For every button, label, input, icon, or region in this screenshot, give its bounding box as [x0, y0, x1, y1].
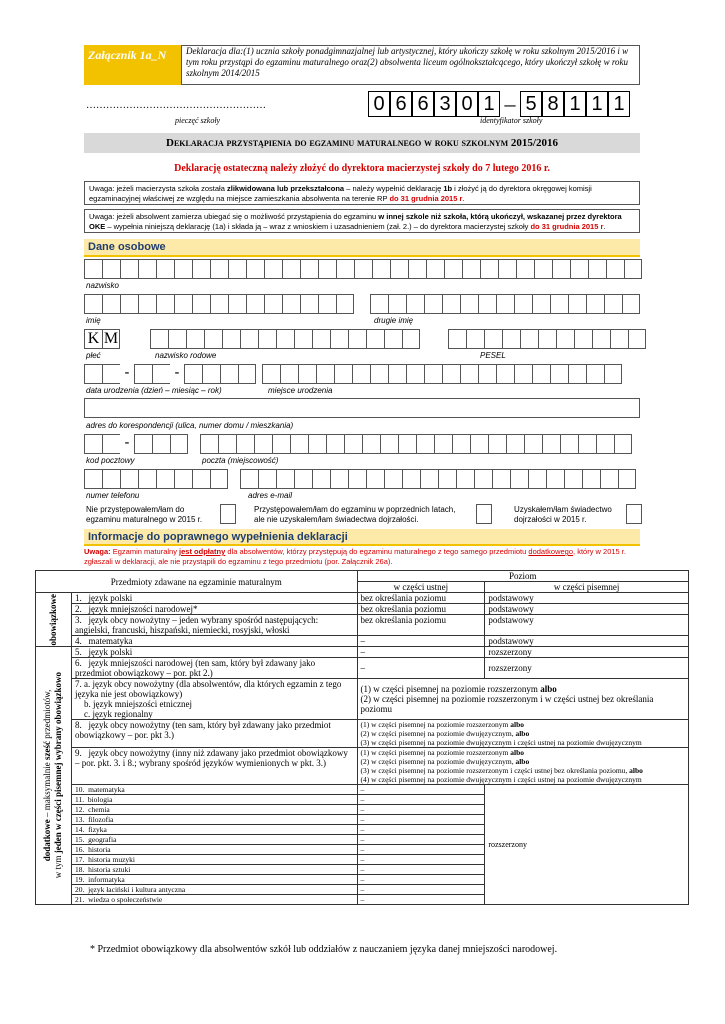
letter-box[interactable]: [138, 259, 156, 279]
letter-box[interactable]: [84, 469, 102, 489]
check3-label: Uzyskałem/łam świadectwo dojrzałości w 2015 r.: [514, 505, 612, 524]
letter-box[interactable]: [312, 329, 330, 349]
table-row: 11. biologia –: [36, 795, 689, 805]
gender-field[interactable]: [84, 329, 120, 349]
letter-box[interactable]: [460, 294, 478, 314]
id_part2-digit: 1: [586, 91, 608, 117]
letter-box[interactable]: [192, 469, 210, 489]
table-row: 18. historia sztuki –: [36, 865, 689, 875]
stamp-label: pieczęć szkoły: [175, 116, 221, 125]
stamp-dots: ………………………………………………: [86, 100, 266, 111]
check2-label: Przystępowałem/łam do egzaminu w poprzednich latach, ale nie uzyskałem/łam świadectwa dojrzałości.: [254, 505, 456, 524]
letter-box[interactable]: [280, 364, 298, 384]
letter-box[interactable]: [258, 329, 276, 349]
letter-box[interactable]: [318, 259, 336, 279]
letter-box[interactable]: [388, 364, 406, 384]
letter-box[interactable]: [614, 434, 632, 454]
letter-box[interactable]: [550, 364, 568, 384]
table-row: 4. matematyka – podstawowy: [36, 636, 689, 647]
id_part1-digit: 1: [478, 91, 500, 117]
letter-box[interactable]: [264, 294, 282, 314]
table-row: 21. wiedza o społeczeństwie –: [36, 895, 689, 905]
letter-box[interactable]: [102, 294, 120, 314]
letter-box[interactable]: [390, 259, 408, 279]
birth-date-field[interactable]: - -: [84, 364, 256, 384]
letter-box[interactable]: [514, 364, 532, 384]
letter-box[interactable]: [282, 259, 300, 279]
table-row: 7. a. język obcy nowożytny (dla absolwentów, dla których egzamin z tego języka nie jest obowiązkowy) b. język mniejszości etnicznej c. język regionalny (1) w części pisemnej na poziomie rozszerzonym albo (2) w części pisemnej na poziomie rozszerzonym i w części ustnej bez określania poziomu: [36, 679, 689, 720]
letter-box[interactable]: [462, 259, 480, 279]
letter-box[interactable]: [408, 259, 426, 279]
header-written: w części pisemnej: [485, 582, 689, 593]
letter-box[interactable]: [354, 259, 372, 279]
letter-box[interactable]: [546, 469, 564, 489]
letter-box[interactable]: [384, 329, 402, 349]
check3-box[interactable]: [626, 504, 642, 524]
letter-box[interactable]: [514, 294, 532, 314]
id_part2-digit: 1: [564, 91, 586, 117]
letter-box[interactable]: [434, 434, 452, 454]
letter-box[interactable]: [102, 469, 120, 489]
id_part1-digit: 0: [368, 91, 390, 117]
second-name-field[interactable]: [370, 294, 640, 314]
subjects-table: [35, 570, 689, 905]
maiden-name-label: nazwisko rodowe: [155, 351, 217, 360]
check2-box[interactable]: [476, 504, 492, 524]
header-subjects: Przedmioty zdawane na egzaminie maturalnym: [36, 571, 358, 593]
section-personal-data: Dane osobowe: [84, 239, 640, 257]
letter-box[interactable]: [496, 364, 514, 384]
table-row: 6. język mniejszości narodowej (ten sam, który był zdawany jako przedmiot obowiązkowy – por. pkt 2.) – rozszerzony: [36, 658, 689, 679]
school-id: [368, 91, 630, 117]
letter-box[interactable]: [254, 434, 272, 454]
letter-box[interactable]: [628, 329, 646, 349]
letter-box[interactable]: [366, 469, 384, 489]
letter-box[interactable]: [556, 329, 574, 349]
address-label: adres do korespondencji (ulica, numer domu / mieszkania): [86, 421, 294, 430]
letter-box[interactable]: [600, 469, 618, 489]
table-row: obowiązkowe 1. język polski bez określania poziomu podstawowy: [36, 593, 689, 604]
letter-box[interactable]: [276, 469, 294, 489]
letter-box[interactable]: [426, 259, 444, 279]
letter-box[interactable]: [574, 329, 592, 349]
letter-box[interactable]: [228, 259, 246, 279]
table-row: 3. język obcy nowożytny – jeden wybrany spośród następujących: angielski, francuski, hiszpański, niemiecki, rosyjski, włoski bez określania poziomu podstawowy: [36, 615, 689, 636]
letter-box[interactable]: [586, 294, 604, 314]
letter-box[interactable]: [502, 329, 520, 349]
letter-box[interactable]: [138, 469, 156, 489]
letter-box[interactable]: [506, 434, 524, 454]
id_part1-digit: 0: [456, 91, 478, 117]
id_part1-digit: 3: [434, 91, 456, 117]
letter-box[interactable]: [370, 294, 388, 314]
letter-box[interactable]: [156, 259, 174, 279]
letter-box[interactable]: [318, 294, 336, 314]
letter-box[interactable]: [496, 294, 514, 314]
table-row: 20. język łaciński i kultura antyczna –: [36, 885, 689, 895]
letter-box[interactable]: [488, 434, 506, 454]
header-oral: w części ustnej: [357, 582, 485, 593]
letter-box[interactable]: [552, 259, 570, 279]
letter-box[interactable]: [272, 434, 290, 454]
letter-box[interactable]: [246, 294, 264, 314]
first-name-field[interactable]: [84, 294, 354, 314]
table-row: 12. chemia –: [36, 805, 689, 815]
postal-code-field[interactable]: -: [84, 434, 188, 454]
letter-box[interactable]: [192, 259, 210, 279]
email-label: adres e-mail: [248, 491, 293, 500]
letter-box[interactable]: [420, 469, 438, 489]
letter-box[interactable]: [424, 294, 442, 314]
letter-box[interactable]: [264, 259, 282, 279]
table-row: 17. historia muzyki –: [36, 855, 689, 865]
letter-box[interactable]: [448, 329, 466, 349]
birth-place-label: miejsce urodzenia: [268, 386, 333, 395]
letter-box[interactable]: [300, 294, 318, 314]
letter-box[interactable]: [174, 259, 192, 279]
table-row: 2. język mniejszości narodowej* bez określania poziomu podstawowy: [36, 604, 689, 615]
letter-box[interactable]: [568, 364, 586, 384]
id_part1-digit: 6: [390, 91, 412, 117]
check1-box[interactable]: [220, 504, 236, 524]
letter-box[interactable]: [174, 469, 192, 489]
letter-box[interactable]: [168, 329, 186, 349]
letter-box[interactable]: [444, 259, 462, 279]
birth-place-field[interactable]: [262, 364, 622, 384]
post-office-label: poczta (miejscowość): [202, 456, 279, 465]
letter-box[interactable]: [120, 469, 138, 489]
postal-code-label: kod pocztowy: [86, 456, 135, 465]
letter-box[interactable]: [470, 434, 488, 454]
table-row: 9. język obcy nowożytny (inny niż zdawany jako przedmiot obowiązkowy – por. pkt. 3. i 8.; wybrany spośród języków wymienionych w pkt. 3.) (1) w części pisemnej na poziomie rozszerzonym albo (2) w części pisemnej na poziomie dwujęzycznym, albo (3) w części pisemnej na poziomie rozszerzonym i części ustnej bez określania poziomu, albo (4) w części pisemnej na poziomie dwujęzycznym i części ustnej na poziomie dwujęzycznym: [36, 748, 689, 785]
letter-box[interactable]: [210, 469, 228, 489]
school-id-separator: –: [504, 91, 516, 116]
letter-box[interactable]: [596, 434, 614, 454]
letter-box[interactable]: [120, 259, 138, 279]
letter-box[interactable]: [624, 259, 642, 279]
table-row: 15. geografia –: [36, 835, 689, 845]
table-row: 10. matematyka – rozszerzony: [36, 785, 689, 795]
table-row: 19. informatyka –: [36, 875, 689, 885]
letter-box[interactable]: [478, 364, 496, 384]
post-office-field[interactable]: [200, 434, 632, 454]
letter-box[interactable]: [474, 469, 492, 489]
letter-box[interactable]: [218, 434, 236, 454]
letter-box[interactable]: [538, 329, 556, 349]
letter-box[interactable]: [330, 469, 348, 489]
address-field[interactable]: [84, 398, 640, 418]
letter-box[interactable]: [290, 434, 308, 454]
letter-box[interactable]: [516, 259, 534, 279]
surname-field[interactable]: [84, 259, 642, 279]
letter-box[interactable]: [298, 364, 316, 384]
letter-box[interactable]: [564, 469, 582, 489]
table-row: 8. język obcy nowożytny (ten sam, który był zdawany jako przedmiot obowiązkowy – por. pkt 3.) (1) w części pisemnej na poziomie rozszerzonym albo (2) w części pisemnej na poziomie dwujęzycznym, albo (3) w części pisemnej na poziomie dwujęzycznym i części ustnej na poziomie dwujęzycznym: [36, 720, 689, 748]
letter-box[interactable]: [120, 294, 138, 314]
letter-box[interactable]: [606, 259, 624, 279]
letter-box[interactable]: [582, 469, 600, 489]
letter-box[interactable]: [398, 434, 416, 454]
letter-box[interactable]: [300, 259, 318, 279]
first-name-label: imię: [86, 316, 101, 325]
letter-box[interactable]: [424, 364, 442, 384]
letter-box[interactable]: [186, 329, 204, 349]
letter-box[interactable]: [348, 469, 366, 489]
id_part1-digit: 6: [412, 91, 434, 117]
letter-box[interactable]: [258, 469, 276, 489]
email-field[interactable]: [240, 469, 636, 489]
note-liquidated: Uwaga: jeżeli macierzysta szkoła została zlikwidowana lub przekształcona – należy wypełnić deklarację 1b i złożyć ją do dyrektora okręgowej komisji egzaminacyjnej właściwej ze względu na miejsce zamieszkania absolwenta na terenie RP do 31 grudnia 2015 r.: [84, 181, 640, 205]
letter-box[interactable]: [366, 329, 384, 349]
pesel-label: PESEL: [480, 351, 506, 360]
letter-box[interactable]: [478, 294, 496, 314]
header-level: Poziom: [357, 571, 689, 582]
letter-box[interactable]: [236, 434, 254, 454]
letter-box[interactable]: [604, 364, 622, 384]
letter-box[interactable]: [294, 469, 312, 489]
letter-box[interactable]: [588, 259, 606, 279]
letter-box[interactable]: [542, 434, 560, 454]
group-mandatory-label: obowiązkowe: [48, 593, 59, 646]
letter-box[interactable]: [348, 329, 366, 349]
letter-box[interactable]: [524, 434, 542, 454]
letter-box[interactable]: [156, 469, 174, 489]
phone-label: numer telefonu: [86, 491, 140, 500]
letter-box[interactable]: [228, 294, 246, 314]
letter-box[interactable]: [308, 434, 326, 454]
letter-box[interactable]: [174, 294, 192, 314]
letter-box[interactable]: [334, 364, 352, 384]
letter-box[interactable]: [466, 329, 484, 349]
check1-label: Nie przystępowałem/łam do egzaminu maturalnego w 2015 r.: [86, 505, 203, 524]
letter-box[interactable]: [622, 294, 640, 314]
letter-box[interactable]: [604, 294, 622, 314]
pesel-field[interactable]: [448, 329, 646, 349]
letter-box[interactable]: [352, 364, 370, 384]
letter-box[interactable]: [370, 364, 388, 384]
letter-box[interactable]: [276, 329, 294, 349]
phone-field[interactable]: [84, 469, 228, 489]
letter-box[interactable]: [442, 364, 460, 384]
surname-label: nazwisko: [86, 281, 119, 290]
letter-box[interactable]: [362, 434, 380, 454]
letter-box[interactable]: [534, 259, 552, 279]
second-name-label: drugie imię: [374, 316, 414, 325]
letter-box[interactable]: [282, 294, 300, 314]
table-row: 14. fizyka –: [36, 825, 689, 835]
group-additional-label: dodatkowe – maksymalnie sześć przedmiotów, w tym jeden w części pisemnej wybrany obowiązkowo: [42, 672, 64, 879]
letter-box[interactable]: [192, 294, 210, 314]
gender-label: płeć: [86, 351, 101, 360]
id_part2-digit: 5: [520, 91, 542, 117]
letter-box[interactable]: [550, 294, 568, 314]
letter-box[interactable]: [246, 259, 264, 279]
letter-box[interactable]: [336, 294, 354, 314]
letter-box[interactable]: [568, 294, 586, 314]
letter-box[interactable]: [240, 469, 258, 489]
letter-box[interactable]: [210, 259, 228, 279]
letter-box[interactable]: [406, 364, 424, 384]
deadline-text: Deklarację ostateczną należy złożyć do dyrektora macierzystej szkoły do 7 lutego 2016 r.: [174, 163, 550, 174]
attachment-badge: Załącznik 1a_N: [84, 45, 182, 85]
letter-box[interactable]: [84, 294, 102, 314]
school-id-label: identyfikator szkoły: [480, 116, 543, 125]
letter-box[interactable]: [570, 259, 588, 279]
letter-box[interactable]: [416, 434, 434, 454]
letter-box[interactable]: [336, 259, 354, 279]
letter-box[interactable]: [480, 259, 498, 279]
letter-box[interactable]: [102, 259, 120, 279]
letter-box[interactable]: [532, 294, 550, 314]
gender-k[interactable]: K: [84, 329, 102, 349]
letter-box[interactable]: [156, 294, 174, 314]
letter-box[interactable]: [610, 329, 628, 349]
note-other-school: Uwaga: jeżeli absolwent zamierza ubiegać się o możliwość przystąpienia do egzaminu w innej szkole niż szkoła, którą ukończył, wskazanej przez dyrektora OKE – wypełnia niniejszą deklarację (1a) i składa ją – wraz z wnioskiem i uzasadnieniem (zał. 2.) – do dyrektora macierzystej szkoły do 31 grudnia 2015 r.: [84, 209, 640, 233]
letter-box[interactable]: [402, 329, 420, 349]
letter-box[interactable]: [262, 364, 280, 384]
table-row: 16. historia –: [36, 845, 689, 855]
letter-box[interactable]: [344, 434, 362, 454]
letter-box[interactable]: [456, 469, 474, 489]
letter-box[interactable]: [204, 329, 222, 349]
letter-box[interactable]: [492, 469, 510, 489]
id_part2-digit: 8: [542, 91, 564, 117]
letter-box[interactable]: [384, 469, 402, 489]
table-row: 13. filozofia –: [36, 815, 689, 825]
header-description: Deklaracja dla:(1) ucznia szkoły ponadgimnazjalnej lub artystycznej, który ukończy szkołę w roku szkolnym 2015/2016 i w tym roku przystąpi do egzaminu maturalnego oraz(2) absolwenta liceum ogólnokształcącego, który ukończył szkołę w roku szkolnym 2014/2015: [186, 46, 629, 78]
letter-box[interactable]: [498, 259, 516, 279]
letter-box[interactable]: [460, 364, 478, 384]
letter-box[interactable]: [210, 294, 228, 314]
letter-box[interactable]: [316, 364, 334, 384]
letter-box[interactable]: [578, 434, 596, 454]
info-note: Uwaga: Egzamin maturalny jest odpłatny dla absolwentów, którzy przystępują do egzaminu maturalnego z tego samego przedmiotu dodatkowego, który w 2015 r. zgłaszali w deklaracji, ale nie przystąpili do egzaminu z tego przedmiotu (por. Załącznik 26a).: [84, 547, 626, 566]
letter-box[interactable]: [586, 364, 604, 384]
letter-box[interactable]: [484, 329, 502, 349]
maiden-name-field[interactable]: [150, 329, 420, 349]
footnote: * Przedmiot obowiązkowy dla absolwentów szkół lub oddziałów z nauczaniem języka danej mniejszości narodowej.: [90, 944, 558, 955]
page-title: Deklaracja przystąpienia do egzaminu maturalnego w roku szkolnym 2015/2016: [84, 133, 640, 153]
letter-box[interactable]: [510, 469, 528, 489]
letter-box[interactable]: [528, 469, 546, 489]
birth-date-label: data urodzenia (dzień – miesiąc – rok): [86, 386, 222, 395]
table-row: dodatkowe – maksymalnie sześć przedmiotów, w tym jeden w części pisemnej wybrany obowiązkowo 5. język polski – rozszerzony: [36, 647, 689, 658]
letter-box[interactable]: [150, 329, 168, 349]
letter-box[interactable]: [406, 294, 424, 314]
letter-box[interactable]: [240, 329, 258, 349]
letter-box[interactable]: [84, 259, 102, 279]
letter-box[interactable]: [402, 469, 420, 489]
letter-box[interactable]: [388, 294, 406, 314]
section-info: Informacje do poprawnego wypełnienia deklaracji: [84, 529, 640, 546]
letter-box[interactable]: [560, 434, 578, 454]
letter-box[interactable]: [294, 329, 312, 349]
letter-box[interactable]: [618, 469, 636, 489]
letter-box[interactable]: [520, 329, 538, 349]
letter-box[interactable]: [330, 329, 348, 349]
letter-box[interactable]: [326, 434, 344, 454]
gender-m[interactable]: M: [103, 330, 119, 347]
letter-box[interactable]: [438, 469, 456, 489]
letter-box[interactable]: [442, 294, 460, 314]
letter-box[interactable]: [452, 434, 470, 454]
letter-box[interactable]: [380, 434, 398, 454]
letter-box[interactable]: [138, 294, 156, 314]
id_part2-digit: 1: [608, 91, 630, 117]
letter-box[interactable]: [222, 329, 240, 349]
letter-box[interactable]: [200, 434, 218, 454]
letter-box[interactable]: [312, 469, 330, 489]
letter-box[interactable]: [532, 364, 550, 384]
letter-box[interactable]: [592, 329, 610, 349]
letter-box[interactable]: [372, 259, 390, 279]
